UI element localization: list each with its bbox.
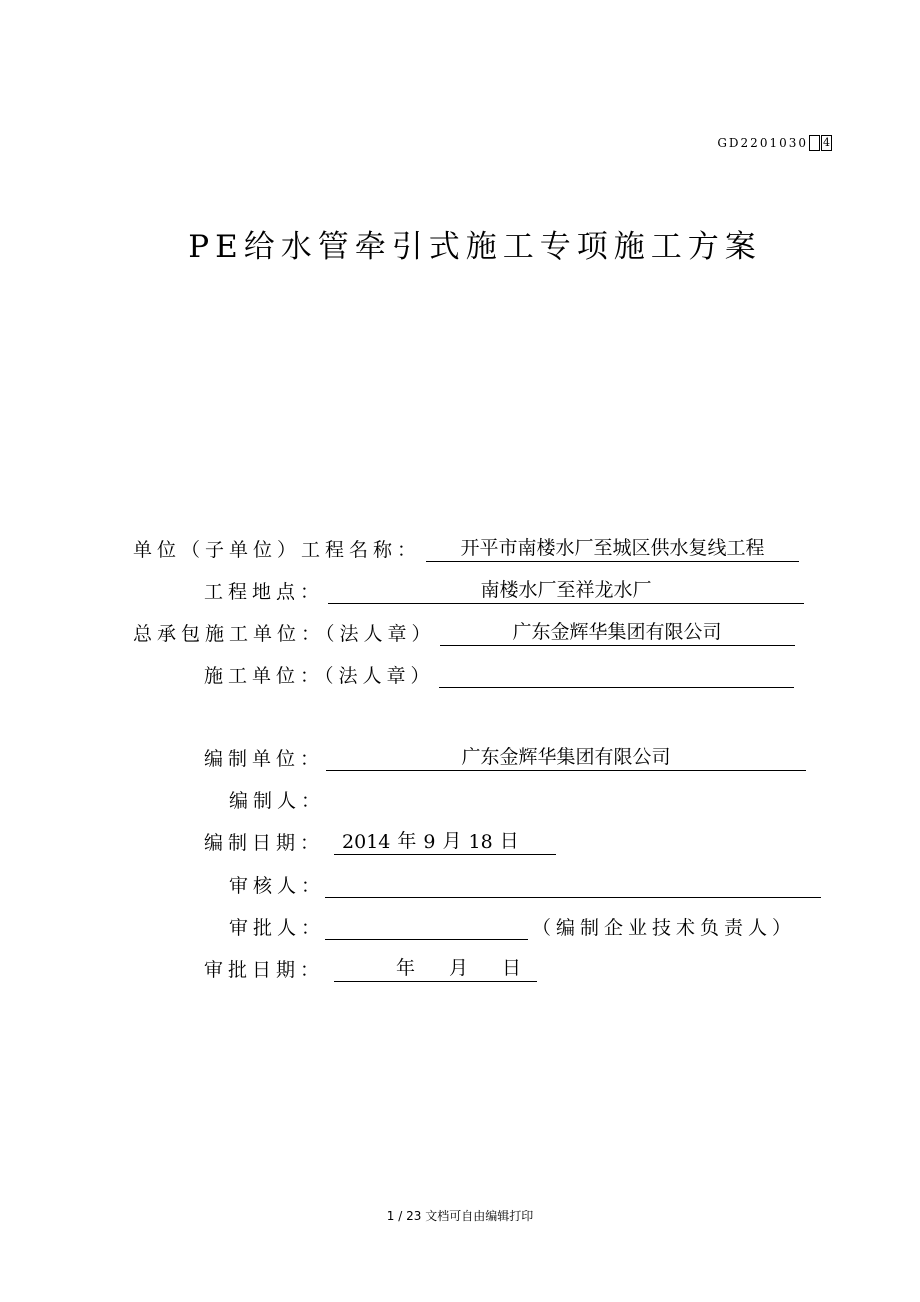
document-code xyxy=(717,135,832,151)
construction-unit-value xyxy=(439,662,794,688)
location-label: 工程地点： xyxy=(204,581,325,603)
compile-date-month-char: 月 xyxy=(442,830,462,852)
project-name-label: 单位（子单位）工程名称： xyxy=(133,539,422,561)
approval-date-year-char: 年 xyxy=(396,957,416,979)
reviewer-label: 审核人： xyxy=(229,875,326,897)
construction-unit-label: 施工单位：（法人章） xyxy=(204,665,435,687)
approver-row xyxy=(229,908,796,940)
compiling-unit-row xyxy=(204,739,806,771)
compile-date-month: 9 xyxy=(423,831,436,853)
approval-date-row xyxy=(204,950,537,982)
approval-date-value xyxy=(334,956,537,982)
reviewer-row xyxy=(229,866,821,898)
reviewer-value xyxy=(325,872,821,898)
compile-date-value xyxy=(334,829,556,855)
compile-date-day-char: 日 xyxy=(499,830,519,852)
location-value: 南楼水厂至祥龙水厂 xyxy=(328,578,804,604)
page-footer: 1 / 23 文档可自由编辑打印 xyxy=(386,1209,534,1223)
approval-date-day-char: 日 xyxy=(502,957,522,979)
approval-date-label: 审批日期： xyxy=(204,959,325,981)
project-name-value: 开平市南楼水厂至城区供水复线工程 xyxy=(426,536,799,562)
compiling-unit-value: 广东金辉华集团有限公司 xyxy=(326,745,806,771)
general-contractor-value: 广东金辉华集团有限公司 xyxy=(440,620,795,646)
compiling-unit-label: 编制单位： xyxy=(204,748,325,770)
general-contractor-label: 总承包施工单位：（法人章） xyxy=(133,623,436,645)
compiler-row xyxy=(229,781,325,813)
construction-unit-row xyxy=(204,656,794,688)
compile-date-label: 编制日期： xyxy=(204,832,325,854)
compile-date-year: 2014 xyxy=(342,831,391,853)
document-code-text: GD2201030 xyxy=(717,136,808,150)
compile-date-year-char: 年 xyxy=(397,830,417,852)
approval-date-month-char: 月 xyxy=(449,957,469,979)
document-code-box: 4 xyxy=(823,136,830,149)
compiler-label: 编制人： xyxy=(229,790,326,812)
approver-value xyxy=(325,914,528,940)
document-code-box xyxy=(809,135,820,151)
document-title: PE给水管牵引式施工专项施工方案 xyxy=(188,229,762,265)
location-row xyxy=(204,572,804,604)
general-contractor-row xyxy=(133,614,795,646)
project-name-row xyxy=(133,530,799,562)
approver-label: 审批人： xyxy=(229,917,326,939)
compile-date-day: 18 xyxy=(468,831,493,853)
compile-date-row xyxy=(204,823,556,855)
approver-note: （编制企业技术负责人） xyxy=(532,917,797,939)
